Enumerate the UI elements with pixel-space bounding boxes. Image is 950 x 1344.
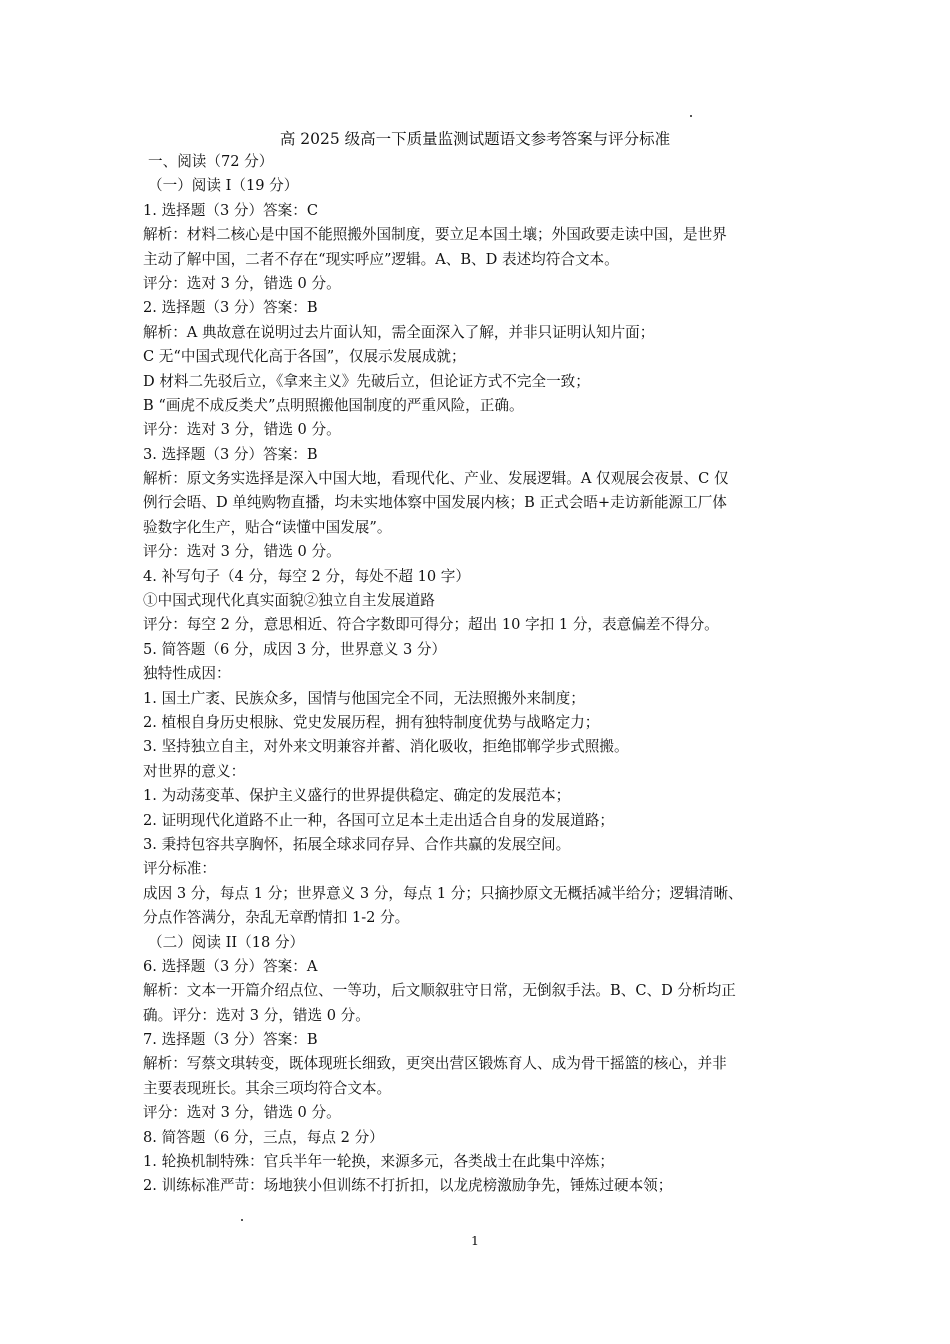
scan-speck — [690, 115, 692, 117]
text-line: 2. 选择题（3 分）答案：B — [143, 299, 318, 317]
text-line: 3. 坚持独立自主，对外来文明兼容并蓄、消化吸收，拒绝邯郸学步式照搬。 — [143, 738, 629, 756]
text-line: （一）阅读 I（19 分） — [148, 177, 299, 195]
text-line: 一、阅读（72 分） — [148, 153, 274, 170]
text-line: 独特性成因： — [143, 665, 231, 683]
text-line: 解析：A 典故意在说明过去片面认知，需全面深入了解，并非只证明认知片面； — [143, 323, 655, 341]
text-line: 评分标准： — [143, 860, 216, 878]
text-line: 解析：材料二核心是中国不能照搬外国制度，要立足本国土壤；外国政要走读中国，是世界 — [143, 226, 727, 244]
text-line: 主动了解中国，二者不存在“现实呼应”逻辑。A、B、D 表述均符合文本。 — [143, 250, 619, 268]
text-line: 分点作答满分，杂乱无章酌情扣 1-2 分。 — [143, 909, 410, 927]
text-line: 7. 选择题（3 分）答案：B — [143, 1031, 318, 1049]
text-line: 解析：写蔡文琪转变，既体现班长细致，更突出营区锻炼育人、成为骨干摇篮的核心，并非 — [143, 1055, 727, 1073]
text-line: 解析：文本一开篇介绍点位、一等功，后文顺叙驻守日常，无倒叙手法。B、C、D 分析均正 — [143, 982, 736, 1000]
text-line: 1. 国土广袤、民族众多，国情与他国完全不同，无法照搬外来制度； — [143, 689, 585, 707]
text-line: 成因 3 分，每点 1 分；世界意义 3 分，每点 1 分；只摘抄原文无概括减半给分；逻辑清晰、 — [143, 884, 743, 902]
text-line: 验数字化生产，贴合“读懂中国发展”。 — [143, 518, 392, 536]
text-line: 评分：选对 3 分，错选 0 分。 — [143, 421, 341, 439]
page-number: 1 — [471, 1233, 479, 1248]
text-line: 评分：选对 3 分，错选 0 分。 — [143, 274, 341, 292]
text-line: 1. 轮换机制特殊：官兵半年一轮换，来源多元，各类战士在此集中淬炼； — [143, 1153, 614, 1171]
text-line: 1. 选择题（3 分）答案：C — [143, 201, 318, 219]
text-line: B “画虎不成反类犬”点明照搬他国制度的严重风险，正确。 — [143, 396, 524, 414]
text-line: C 无“中国式现代化高于各国”，仅展示发展成就； — [143, 348, 466, 366]
document-body — [143, 150, 803, 1199]
text-line: 评分：选对 3 分，错选 0 分。 — [143, 543, 341, 561]
text-line: 评分：每空 2 分，意思相近、符合字数即可得分；超出 10 字扣 1 分，表意偏差不得分。 — [143, 616, 719, 634]
text-line: 2. 植根自身历史根脉、党史发展历程，拥有独特制度优势与战略定力； — [143, 713, 600, 731]
text-line: 主要表现班长。其余三项均符合文本。 — [143, 1079, 392, 1097]
text-line: （二）阅读 II（18 分） — [148, 933, 305, 951]
text-line: 2. 训练标准严苛：场地狭小但训练不打折扣，以龙虎榜激励争先，锤炼过硬本领； — [143, 1177, 673, 1195]
text-line: 对世界的意义： — [143, 762, 246, 780]
scan-speck — [241, 1219, 243, 1221]
text-line: 解析：原文务实选择是深入中国大地，看现代化、产业、发展逻辑。A 仅观展会夜景、C 仅 — [143, 470, 729, 488]
document-title: 高 2025 级高一下质量监测试题语文参考答案与评分标准 — [279, 130, 671, 148]
text-line: 2. 证明现代化道路不止一种，各国可立足本土走出适合自身的发展道路； — [143, 811, 614, 829]
text-line: D 材料二先驳后立，《拿来主义》先破后立，但论证方式不完全一致； — [143, 372, 590, 390]
text-line: 6. 选择题（3 分）答案：A — [143, 957, 318, 975]
text-line: 1. 为动荡变革、保护主义盛行的世界提供稳定、确定的发展范本； — [143, 787, 571, 805]
text-line: 例行会晤、D 单纯购物直播，均未实地体察中国发展内核；B 正式会晤+走访新能源工厂体 — [143, 494, 727, 512]
text-line: ①中国式现代化真实面貌②独立自主发展道路 — [143, 592, 435, 610]
text-line: 评分：选对 3 分，错选 0 分。 — [143, 1104, 341, 1122]
text-line: 4. 补写句子（4 分，每空 2 分，每处不超 10 字） — [143, 567, 470, 585]
text-line: 3. 选择题（3 分）答案：B — [143, 445, 318, 463]
text-line: 8. 简答题（6 分，三点，每点 2 分） — [143, 1128, 384, 1146]
text-line: 确。评分：选对 3 分，错选 0 分。 — [143, 1006, 370, 1024]
text-line: 3. 秉持包容共享胸怀，拓展全球求同存异、合作共赢的发展空间。 — [143, 835, 571, 853]
text-line: 5. 简答题（6 分，成因 3 分，世界意义 3 分） — [143, 640, 447, 658]
